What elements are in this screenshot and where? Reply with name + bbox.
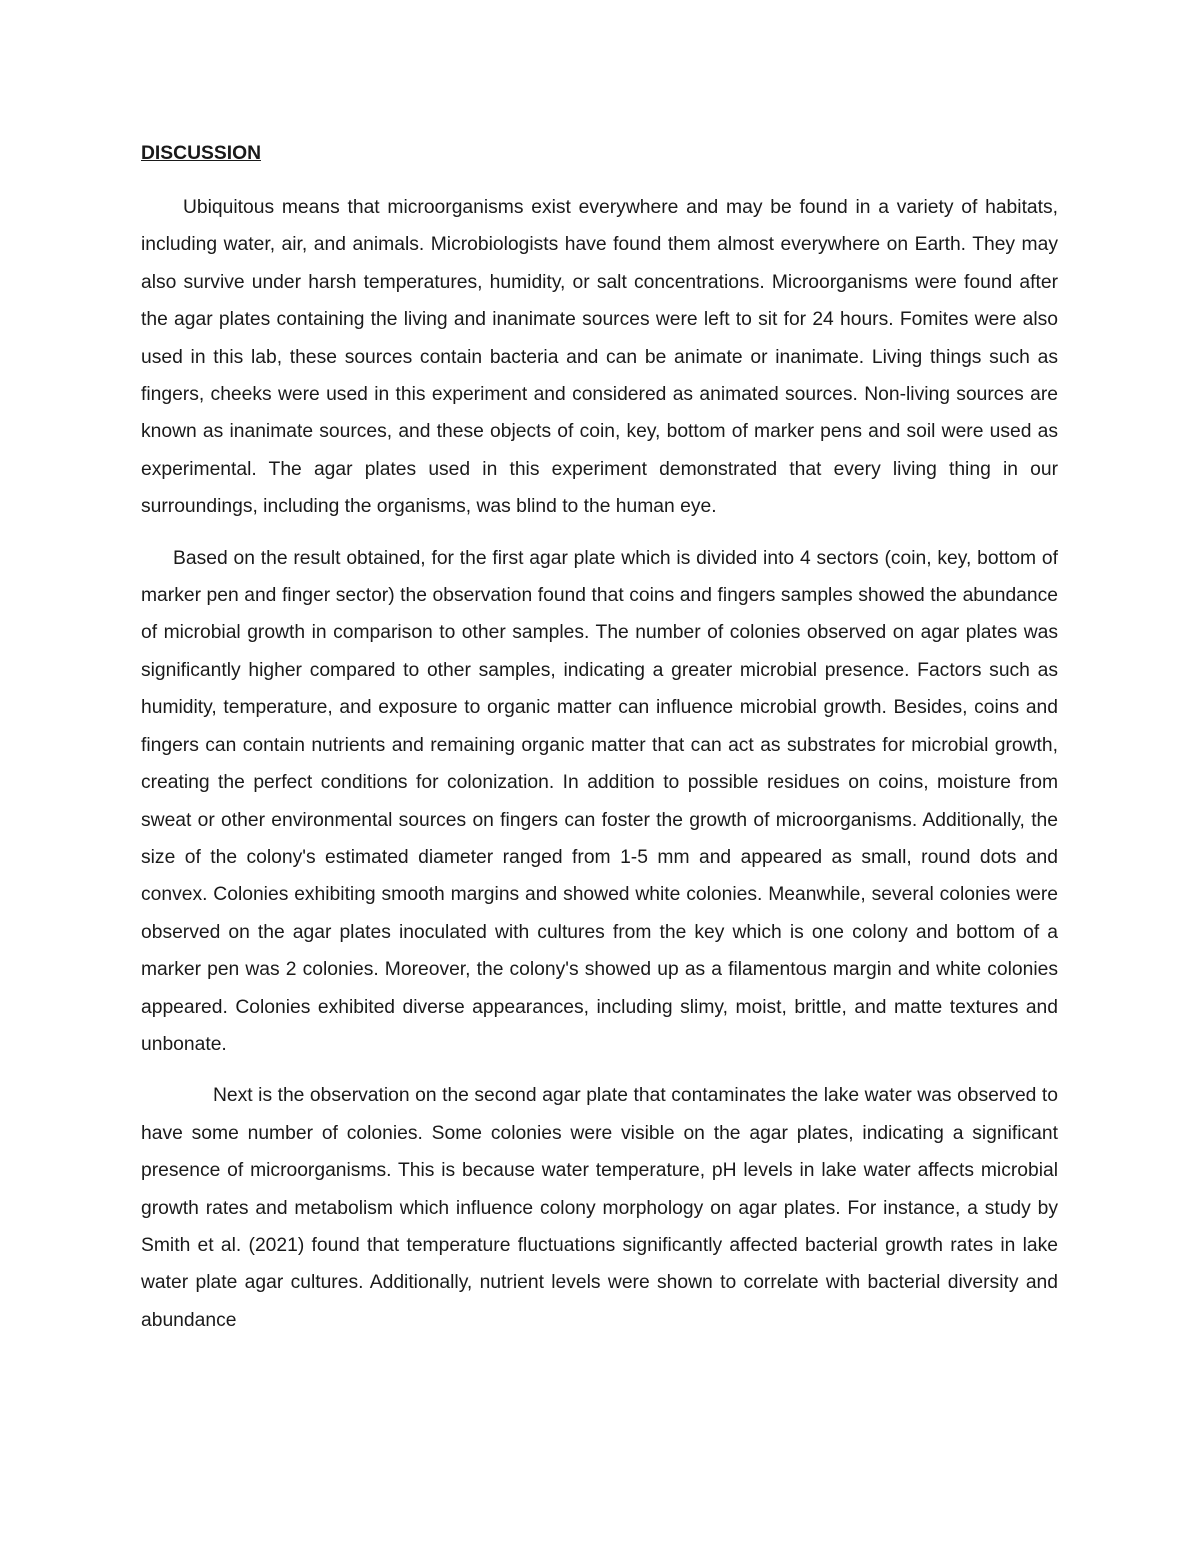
paragraph-first-agar-plate: Based on the result obtained, for the first agar plate which is divided into 4 sectors (coin, key, bottom of marker pen and finger sector) the observation found that coins and fingers samples showed the abundance of microbial growth in comparison to other samples. The number of colonies observed on agar plates was significantly higher compared to other samples, indicating a greater microbial presence. Factors such as humidity, temperature, and exposure to organic matter can influence microbial growth. Besides, coins and fingers can contain nutrients and remaining organic matter that can act as substrates for microbial growth, creating the perfect conditions for colonization. In addition to possible residues on coins, moisture from sweat or other environmental sources on fingers can foster the growth of microorganisms. Additionally, the size of the colony's estimated diameter ranged from 1-5 mm and appeared as small, round dots and convex. Colonies exhibiting smooth margins and showed white colonies. Meanwhile, several colonies were observed on the agar plates inoculated with cultures from the key which is one colony and bottom of a marker pen was 2 colonies. Moreover, the colony's showed up as a filamentous margin and white colonies appeared. Colonies exhibited diverse appearances, including slimy, moist, brittle, and matte textures and unbonate. (141, 547, 1058, 1055)
document-body (141, 141, 1058, 1339)
section-heading: DISCUSSION (141, 143, 261, 164)
paragraph-ubiquitous: Ubiquitous means that microorganisms exist everywhere and may be found in a variety of habitats, including water, air, and animals. Microbiologists have found them almost everywhere on Earth. They may also survive under harsh temperatures, humidity, or salt concentrations. Microorganisms were found after the agar plates containing the living and inanimate sources were left to sit for 24 hours. Fomites were also used in this lab, these sources contain bacteria and can be animate or inanimate. Living things such as fingers, cheeks were used in this experiment and considered as animated sources. Non-living sources are known as inanimate sources, and these objects of coin, key, bottom of marker pens and soil were used as experimental. The agar plates used in this experiment demonstrated that every living thing in our surroundings, including the organisms, was blind to the human eye. (141, 197, 1058, 518)
paragraph-second-agar-plate: Next is the observation on the second agar plate that contaminates the lake water was observed to have some number of colonies. Some colonies were visible on the agar plates, indicating a significant presence of microorganisms. This is because water temperature, pH levels in lake water affects microbial growth rates and metabolism which influence colony morphology on agar plates. For instance, a study by Smith et al. (2021) found that temperature fluctuations significantly affected bacterial growth rates in lake water plate agar cultures. Additionally, nutrient levels were shown to correlate with bacterial diversity and abundance (141, 1085, 1058, 1331)
